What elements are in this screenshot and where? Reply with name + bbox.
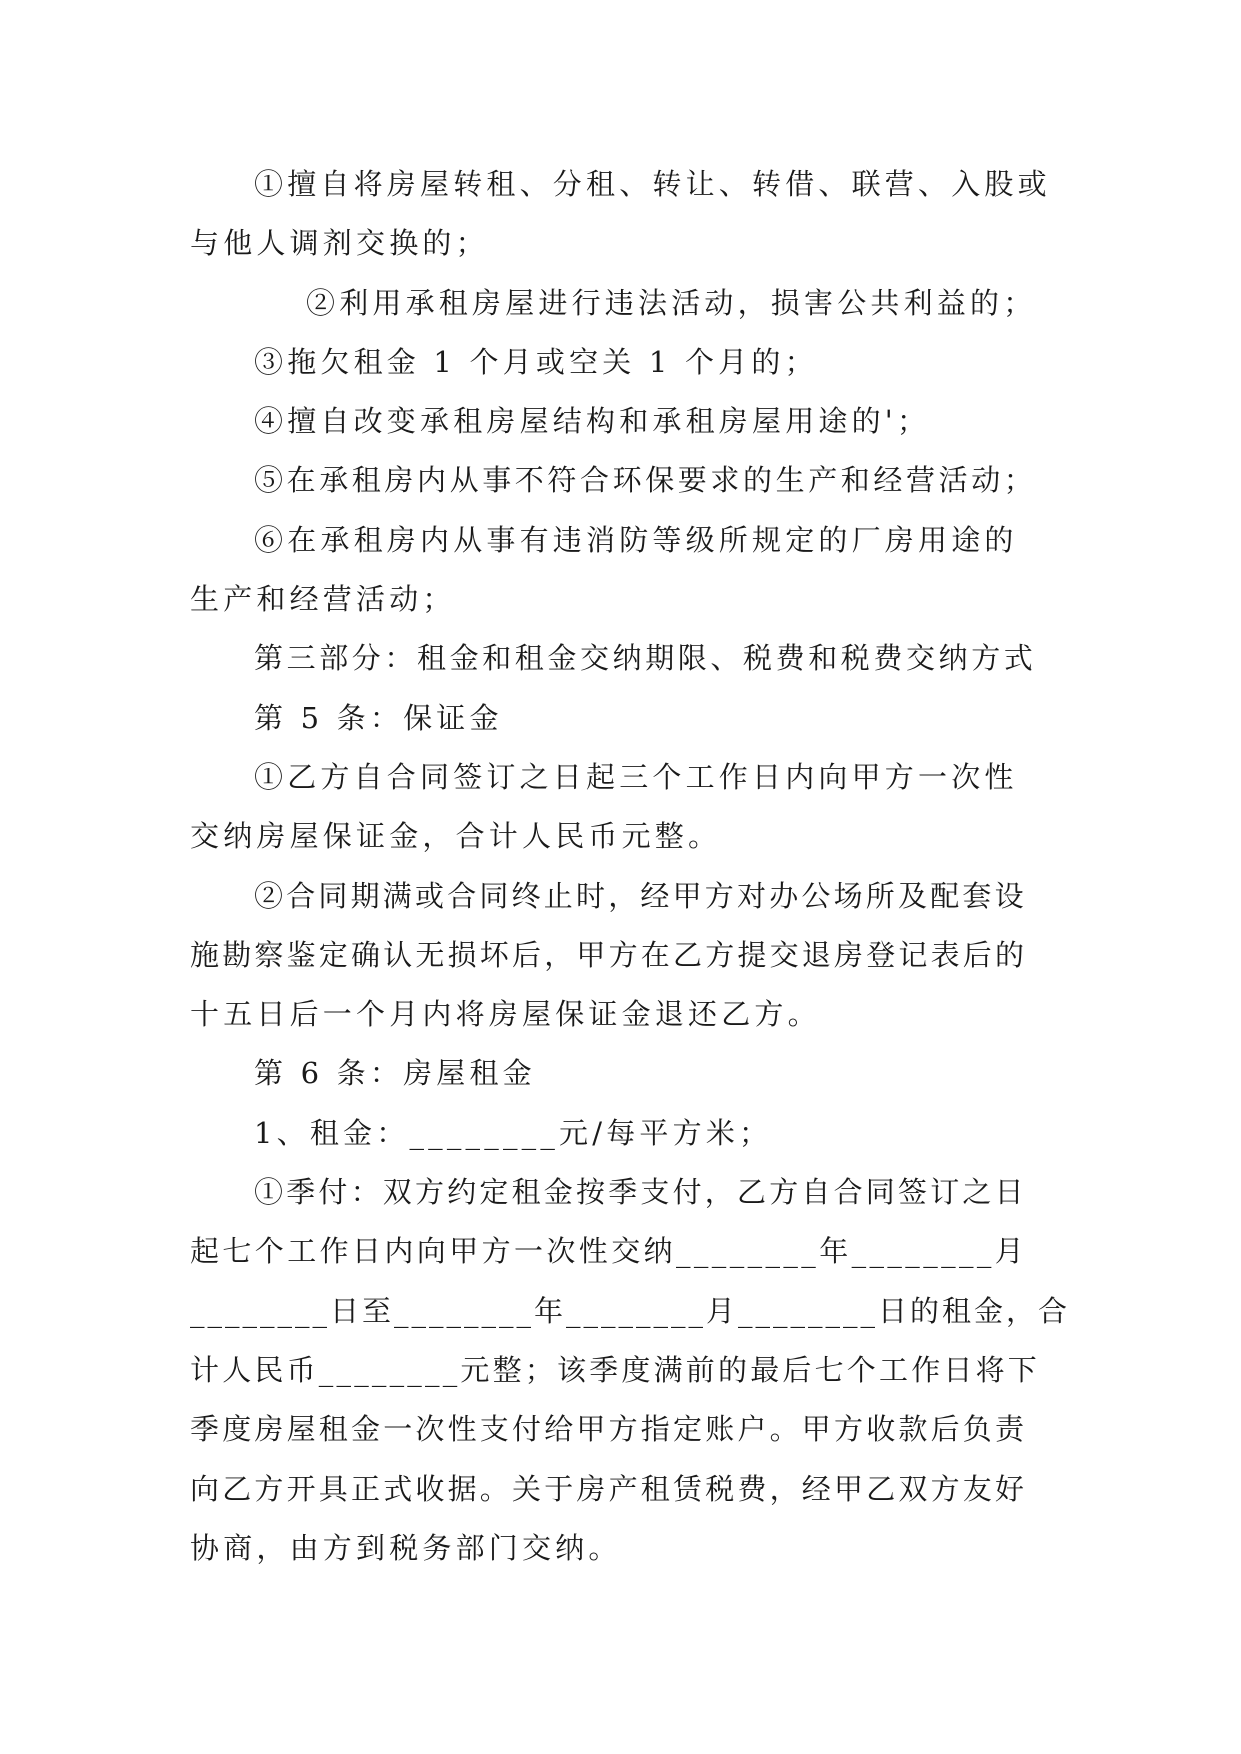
document-body — [190, 155, 1071, 1578]
clause-3: ③拖欠租金 1 个月或空关 1 个月的； — [254, 344, 818, 379]
article-5-item-2-line-3: 十五日后一个月内将房屋保证金退还乙方。 — [190, 997, 821, 1032]
clause-6-line-1: ⑥在承租房内从事有违消防等级所规定的厂房用途的 — [254, 522, 1018, 557]
quarterly-payment-line-6: 向乙方开具正式收据。关于房产租赁税费，经甲乙双方友好 — [190, 1471, 1028, 1506]
quarterly-payment-line-2: 起七个工作日内向甲方一次性交纳________年________月 — [190, 1234, 1028, 1269]
quarterly-payment-line-3: ________日至________年________月________日的租金，合 — [190, 1293, 1071, 1328]
clause-6-line-2: 生产和经营活动； — [190, 582, 456, 617]
quarterly-payment-line-5: 季度房屋租金一次性支付给甲方指定账户。甲方收款后负责 — [190, 1412, 1028, 1447]
clause-5: ⑤在承租房内从事不符合环保要求的生产和经营活动； — [254, 463, 1037, 498]
quarterly-payment-line-4: 计人民币________元整；该季度满前的最后七个工作日将下 — [190, 1352, 1041, 1387]
article-5-item-2-line-1: ②合同期满或合同终止时，经甲方对办公场所及配套设 — [254, 878, 1027, 913]
section-3-heading: 第三部分：租金和租金交纳期限、税费和税费交纳方式 — [254, 641, 1037, 676]
article-5-item-1-line-2: 交纳房屋保证金，合计人民币元整。 — [190, 819, 722, 854]
article-5-heading: 第 5 条：保证金 — [254, 700, 503, 735]
quarterly-payment-line-7: 协商，由方到税务部门交纳。 — [190, 1530, 622, 1565]
clause-4: ④擅自改变承租房屋结构和承租房屋用途的'； — [254, 404, 931, 439]
article-5-item-2-line-2: 施勘察鉴定确认无损坏后，甲方在乙方提交退房登记表后的 — [190, 937, 1028, 972]
article-6-heading: 第 6 条：房屋租金 — [254, 1056, 536, 1091]
clause-2: ②利用承租房屋进行违法活动，损害公共利益的； — [306, 285, 1037, 320]
quarterly-payment-line-1: ①季付：双方约定租金按季支付，乙方自合同签订之日 — [254, 1175, 1027, 1210]
rent-price-line: 1、租金：________元/每平方米； — [254, 1115, 773, 1150]
clause-1-line-2: 与他人调剂交换的； — [190, 226, 489, 261]
article-5-item-1-line-1: ①乙方自合同签订之日起三个工作日内向甲方一次性 — [254, 759, 1018, 794]
clause-1-line-1: ①擅自将房屋转租、分租、转让、转借、联营、入股或 — [254, 167, 1051, 201]
